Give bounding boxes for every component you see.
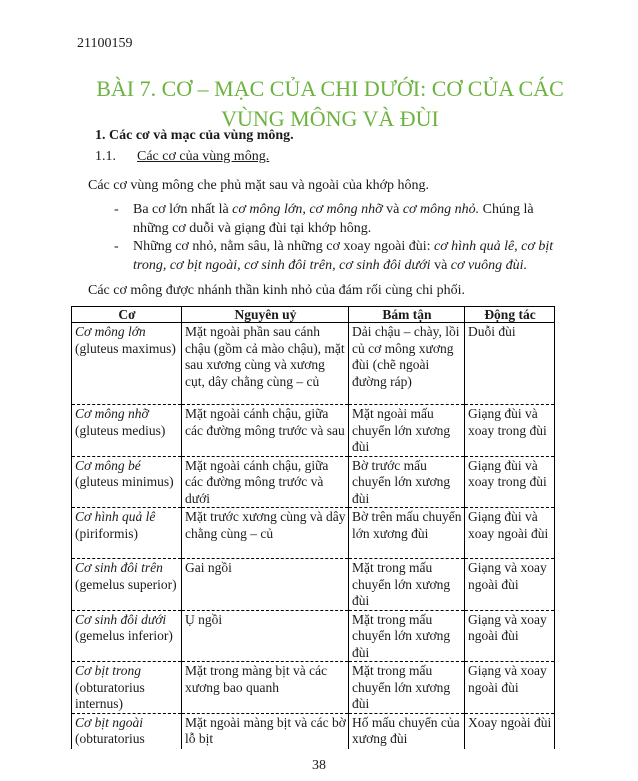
bullet-item-large-muscles	[114, 200, 554, 238]
origin-cell: Mặt ngoài màng bịt và các bờ lỗ bịt	[182, 713, 349, 749]
table-row	[72, 405, 555, 457]
insertion-cell: Mặt ngoài mấu chuyển lớn xương đùi	[349, 405, 465, 457]
action-cell: Giạng và xoay ngoài đùi	[465, 559, 555, 611]
page-number: 38	[312, 758, 326, 773]
table-row	[72, 713, 555, 749]
origin-cell: Gai ngồi	[182, 559, 349, 611]
muscle-cell: Cơ mông bé (gluteus minimus)	[72, 456, 182, 508]
insertion-cell: Bờ trước mấu chuyển lớn xương đùi	[349, 456, 465, 508]
origin-cell: Mặt ngoài cánh chậu, giữa các đường mông trước và dưới	[182, 456, 349, 508]
action-cell: Giạng và xoay ngoài đùi	[465, 662, 555, 714]
muscle-table	[71, 306, 555, 749]
muscle-cell: Cơ mông nhỡ (gluteus medius)	[72, 405, 182, 457]
muscle-cell: Cơ sinh đôi trên (gemelus superior)	[72, 559, 182, 611]
origin-cell: Mặt trước xương cùng và dây chằng cùng – củ	[182, 508, 349, 559]
bullet-text: Những cơ nhỏ, nằm sâu, là những cơ xoay ngoài đùi: cơ hình quả lê, cơ bịt trong, cơ bịt ngoài, cơ sinh đôi trên, cơ sinh đôi dưới và cơ vuông đùi.	[133, 239, 554, 273]
col-header-action: Động tác	[465, 307, 555, 323]
table-row	[72, 610, 555, 662]
table-row	[72, 662, 555, 714]
subsection-title: Các cơ của vùng mông.	[137, 149, 270, 164]
muscle-cell: Cơ sinh đôi dưới (gemelus inferior)	[72, 610, 182, 662]
insertion-cell: Mặt trong mấu chuyển lớn xương đùi	[349, 610, 465, 662]
col-header-insertion: Bám tận	[349, 307, 465, 323]
action-cell: Duỗi đùi	[465, 323, 555, 405]
action-cell: Giạng đùi và xoay ngoài đùi	[465, 508, 555, 559]
table-row	[72, 323, 555, 405]
insertion-cell: Dải chậu – chày, lồi củ cơ mông xương đùi (chẽ ngoài đường ráp)	[349, 323, 465, 405]
origin-cell: Mặt ngoài cánh chậu, giữa các đường mông trước và sau	[182, 405, 349, 457]
muscle-cell: Cơ bịt trong (obturatorius internus)	[72, 662, 182, 714]
muscle-cell: Cơ hình quả lê (piriformis)	[72, 508, 182, 559]
page-title: BÀI 7. CƠ – MẠC CỦA CHI DƯỚI: CƠ CỦA CÁC VÙNG MÔNG VÀ ĐÙI	[96, 76, 564, 131]
table-row	[72, 559, 555, 611]
action-cell: Giạng và xoay ngoài đùi	[465, 610, 555, 662]
col-header-origin: Nguyên uỷ	[182, 307, 349, 323]
origin-cell: Mặt trong màng bịt và các xương bao quanh	[182, 662, 349, 714]
bullet-text: Ba cơ lớn nhất là cơ mông lớn, cơ mông nhỡ và cơ mông nhỏ. Chúng là những cơ duỗi và giạng đùi tại khớp hông.	[133, 202, 534, 236]
subsection-number: 1.1.	[95, 149, 116, 164]
nerve-note: Các cơ mông được nhánh thần kinh nhỏ của đám rối cùng chi phối.	[88, 283, 465, 298]
bullet-item-small-muscles	[114, 237, 554, 275]
table-row	[72, 456, 555, 508]
insertion-cell: Mặt trong mấu chuyển lớn xương đùi	[349, 662, 465, 714]
insertion-cell: Hố mấu chuyển của xương đùi	[349, 713, 465, 749]
origin-cell: Ụ ngồi	[182, 610, 349, 662]
section-heading: 1. Các cơ và mạc của vùng mông.	[95, 128, 294, 143]
insertion-cell: Bờ trên mấu chuyển lớn xương đùi	[349, 508, 465, 559]
table-header-row	[72, 307, 555, 323]
col-header-muscle: Cơ	[72, 307, 182, 323]
action-cell: Giạng đùi và xoay trong đùi	[465, 456, 555, 508]
bullet-dash: -	[114, 239, 119, 254]
action-cell: Xoay ngoài đùi	[465, 713, 555, 749]
muscle-cell: Cơ mông lớn (gluteus maximus)	[72, 323, 182, 405]
insertion-cell: Mặt trong mấu chuyển lớn xương đùi	[349, 559, 465, 611]
intro-paragraph: Các cơ vùng mông che phủ mặt sau và ngoài của khớp hông.	[88, 178, 430, 193]
document-id: 21100159	[77, 36, 133, 51]
muscle-cell: Cơ bịt ngoài (obturatorius	[72, 713, 182, 749]
table-row	[72, 508, 555, 559]
origin-cell: Mặt ngoài phần sau cánh chậu (gồm cả mào chậu), mặt sau xương cùng và xương cụt, dây chằng cùng – củ	[182, 323, 349, 405]
bullet-dash: -	[114, 202, 119, 217]
subsection-heading	[95, 149, 269, 165]
action-cell: Giạng đùi và xoay trong đùi	[465, 405, 555, 457]
